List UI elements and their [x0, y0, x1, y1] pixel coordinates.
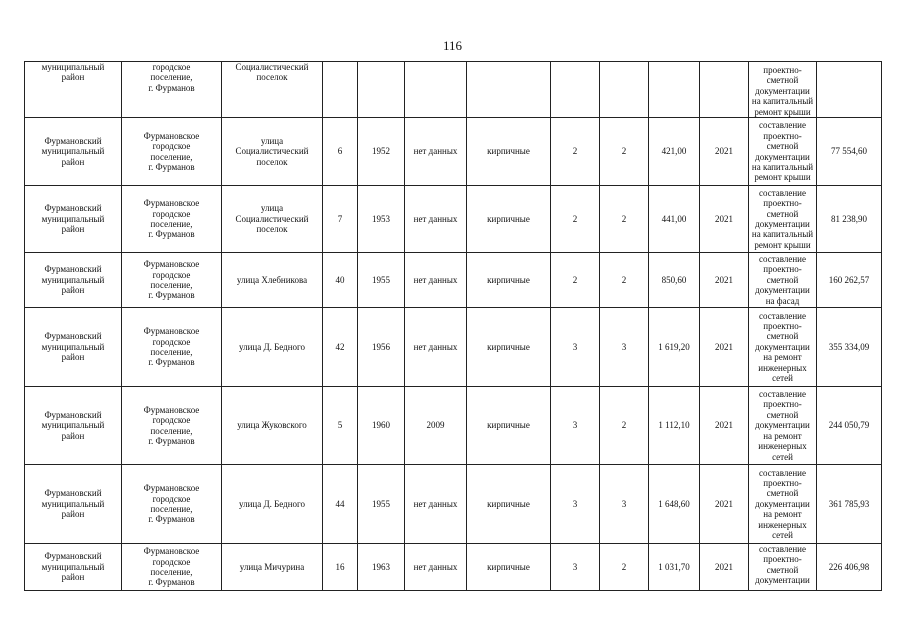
year-built-cell: 1952 — [358, 118, 405, 186]
district-cell-line: Фурмановский — [44, 135, 102, 146]
street-cell-line: улица Жуковского — [237, 420, 307, 431]
street-cell-line: улица — [260, 203, 284, 214]
settlement-cell-line: г. Фурманов — [148, 357, 195, 368]
house-number-cell — [323, 62, 358, 118]
plan-year-cell: 2021 — [700, 186, 749, 253]
settlement-cell-line: Фурмановское — [143, 404, 200, 415]
settlement-cell-line: поселение, — [150, 219, 193, 229]
work-type-cell-line: проектно- — [763, 554, 802, 565]
district-cell-line: муниципальный — [41, 420, 105, 431]
work-type-cell-line: сметной — [766, 331, 799, 342]
year-built-cell: 1960 — [358, 387, 405, 465]
entrances-cell: 2 — [600, 544, 649, 591]
table-row — [25, 62, 882, 118]
district-cell-line: район — [61, 430, 85, 441]
street-cell — [222, 387, 323, 465]
settlement-cell-line: Фурмановское — [143, 259, 200, 270]
year-reconstruction-cell: нет данных — [405, 465, 467, 544]
district-cell — [25, 253, 122, 308]
settlement-cell — [122, 544, 222, 591]
work-type-cell-line: проектно- — [763, 264, 802, 275]
settlement-cell-line: городское — [152, 269, 191, 280]
work-type-cell-line: на капитальный — [751, 96, 814, 107]
district-cell — [25, 387, 122, 465]
work-type-cell-line: сметной — [766, 208, 799, 219]
district-cell-line: район — [61, 352, 85, 363]
district-cell-line: муниципальный — [41, 561, 105, 572]
year-reconstruction-cell: нет данных — [405, 118, 467, 186]
street-cell-line: поселок — [256, 156, 288, 167]
year-built-cell: 1955 — [358, 465, 405, 544]
wall-material-cell: кирпичные — [467, 118, 551, 186]
settlement-cell-line: городское — [152, 141, 191, 152]
plan-year-cell: 2021 — [700, 253, 749, 308]
cost-cell — [817, 62, 882, 118]
year-reconstruction-cell: 2009 — [405, 387, 467, 465]
work-type-cell-line: проектно- — [763, 64, 802, 75]
cost-cell: 244 050,79 — [817, 387, 882, 465]
work-type-cell-line: ремонт крыши — [754, 239, 811, 250]
settlement-cell — [122, 465, 222, 544]
work-type-cell-line: документации — [755, 420, 810, 431]
area-cell: 441,00 — [649, 186, 700, 253]
table-row — [25, 387, 882, 465]
year-reconstruction-cell: нет данных — [405, 186, 467, 253]
work-type-cell-line: документации — [755, 341, 810, 352]
work-type-cell-line: составление — [759, 467, 806, 478]
house-number-cell: 44 — [323, 465, 358, 544]
work-type-cell-line: составление — [759, 389, 806, 400]
work-type-cell-line: проектно- — [763, 320, 802, 331]
wall-material-cell: кирпичные — [467, 544, 551, 591]
settlement-cell-line: поселение, — [150, 72, 193, 83]
plan-year-cell: 2021 — [700, 118, 749, 186]
district-cell-line: муниципальный — [41, 341, 105, 352]
year-built-cell: 1956 — [358, 308, 405, 387]
street-cell — [222, 186, 323, 253]
entrances-cell: 2 — [600, 253, 649, 308]
area-cell — [649, 62, 700, 118]
street-cell — [222, 253, 323, 308]
work-type-cell-line: сметной — [766, 488, 799, 499]
year-reconstruction-cell: нет данных — [405, 308, 467, 387]
district-cell-line: Фурмановский — [44, 203, 102, 214]
house-number-cell: 7 — [323, 186, 358, 253]
settlement-cell-line: городское — [152, 336, 191, 347]
wall-material-cell: кирпичные — [467, 186, 551, 253]
floors-cell: 2 — [551, 253, 600, 308]
district-cell-line: Фурмановский — [44, 264, 102, 275]
area-cell: 1 112,10 — [649, 387, 700, 465]
settlement-cell-line: поселение, — [150, 151, 193, 162]
settlement-cell-line: Фурмановское — [143, 198, 200, 209]
entrances-cell: 2 — [600, 186, 649, 253]
year-reconstruction-cell — [405, 62, 467, 118]
district-cell-line: Фурмановский — [44, 409, 102, 420]
house-number-cell: 5 — [323, 387, 358, 465]
work-type-cell — [749, 253, 817, 308]
floors-cell: 3 — [551, 308, 600, 387]
year-built-cell — [358, 62, 405, 118]
settlement-cell-line: г. Фурманов — [148, 82, 195, 93]
plan-year-cell — [700, 62, 749, 118]
work-type-cell — [749, 544, 817, 591]
wall-material-cell: кирпичные — [467, 465, 551, 544]
district-cell-line: муниципальный — [41, 62, 105, 72]
work-type-cell-line: на ремонт — [763, 430, 802, 441]
district-cell-line: муниципальный — [41, 498, 105, 509]
area-cell: 421,00 — [649, 118, 700, 186]
plan-year-cell: 2021 — [700, 544, 749, 591]
floors-cell: 2 — [551, 118, 600, 186]
street-cell — [222, 118, 323, 186]
work-type-cell-line: составление — [759, 120, 806, 131]
district-cell — [25, 186, 122, 253]
work-type-cell-line: документации — [755, 285, 810, 296]
work-type-cell-line: документации — [755, 85, 810, 96]
work-type-cell-line: инженерных — [758, 441, 807, 452]
table-row — [25, 308, 882, 387]
work-type-cell-line: сметной — [766, 274, 799, 285]
year-reconstruction-cell: нет данных — [405, 544, 467, 591]
work-type-cell-line: проектно- — [763, 399, 802, 410]
district-cell-line: район — [61, 156, 85, 167]
work-type-cell-line: на ремонт — [763, 352, 802, 363]
work-type-cell-line: проектно- — [763, 130, 802, 141]
entrances-cell: 3 — [600, 308, 649, 387]
table-row — [25, 118, 882, 186]
work-type-cell-line: ремонт крыши — [754, 106, 811, 117]
year-built-cell: 1953 — [358, 186, 405, 253]
cost-cell: 81 238,90 — [817, 186, 882, 253]
work-type-cell-line: сетей — [772, 451, 793, 462]
settlement-cell-line: г. Фурманов — [148, 161, 195, 172]
work-type-cell-line: составление — [759, 310, 806, 321]
district-cell-line: Фурмановский — [44, 551, 102, 562]
work-type-cell-line: составление — [759, 253, 806, 264]
work-type-cell — [749, 308, 817, 387]
district-cell-line: район — [61, 285, 85, 296]
work-type-cell-line: составление — [759, 187, 806, 198]
work-type-cell-line: ремонт крыши — [754, 172, 811, 183]
floors-cell: 3 — [551, 387, 600, 465]
street-cell-line: Социалистический — [235, 213, 309, 224]
area-cell: 1 619,20 — [649, 308, 700, 387]
work-type-cell-line: на капитальный — [751, 229, 814, 240]
settlement-cell — [122, 118, 222, 186]
work-type-cell-line: документации — [755, 498, 810, 509]
district-cell — [25, 118, 122, 186]
area-cell: 1 031,70 — [649, 544, 700, 591]
work-type-cell — [749, 465, 817, 544]
year-built-cell: 1963 — [358, 544, 405, 591]
settlement-cell — [122, 186, 222, 253]
district-cell — [25, 308, 122, 387]
registry-table — [24, 61, 882, 591]
floors-cell — [551, 62, 600, 118]
entrances-cell: 2 — [600, 387, 649, 465]
work-type-cell-line: сетей — [772, 373, 793, 384]
street-cell — [222, 544, 323, 591]
table-row — [25, 186, 882, 253]
table-row — [25, 253, 882, 308]
street-cell-line: поселок — [256, 224, 288, 235]
area-cell: 1 648,60 — [649, 465, 700, 544]
area-cell: 850,60 — [649, 253, 700, 308]
table-row — [25, 465, 882, 544]
wall-material-cell: кирпичные — [467, 253, 551, 308]
work-type-cell-line: составление — [759, 544, 806, 554]
street-cell-line: улица Д. Бедного — [238, 341, 306, 352]
plan-year-cell: 2021 — [700, 465, 749, 544]
street-cell-line: улица — [260, 135, 284, 146]
settlement-cell-line: г. Фурманов — [148, 577, 195, 588]
settlement-cell-line: поселение, — [150, 280, 193, 290]
district-cell — [25, 465, 122, 544]
work-type-cell-line: проектно- — [763, 477, 802, 488]
year-reconstruction-cell: нет данных — [405, 253, 467, 308]
street-cell-line: улица Д. Бедного — [238, 498, 306, 509]
settlement-cell — [122, 308, 222, 387]
settlement-cell-line: городское — [152, 62, 191, 72]
work-type-cell — [749, 62, 817, 118]
work-type-cell-line: инженерных — [758, 519, 807, 530]
wall-material-cell: кирпичные — [467, 387, 551, 465]
settlement-cell — [122, 387, 222, 465]
work-type-cell-line: сметной — [766, 409, 799, 420]
settlement-cell-line: Фурмановское — [143, 326, 200, 337]
district-cell-line: муниципальный — [41, 146, 105, 157]
district-cell-line: муниципальный — [41, 213, 105, 224]
work-type-cell — [749, 387, 817, 465]
settlement-cell-line: Фурмановское — [143, 130, 200, 141]
district-cell-line: район — [61, 572, 85, 583]
cost-cell: 160 262,57 — [817, 253, 882, 308]
house-number-cell: 6 — [323, 118, 358, 186]
floors-cell: 3 — [551, 465, 600, 544]
cost-cell: 77 554,60 — [817, 118, 882, 186]
cost-cell: 361 785,93 — [817, 465, 882, 544]
page-number: 116 — [442, 38, 463, 53]
wall-material-cell — [467, 62, 551, 118]
district-cell-line: район — [61, 72, 85, 83]
floors-cell: 3 — [551, 544, 600, 591]
district-cell — [25, 62, 122, 118]
table-row — [25, 544, 882, 591]
wall-material-cell: кирпичные — [467, 308, 551, 387]
settlement-cell-line: городское — [152, 493, 191, 504]
street-cell-line: поселок — [256, 72, 288, 83]
cost-cell: 355 334,09 — [817, 308, 882, 387]
settlement-cell-line: г. Фурманов — [148, 229, 195, 240]
year-built-cell: 1955 — [358, 253, 405, 308]
floors-cell: 2 — [551, 186, 600, 253]
work-type-cell — [749, 186, 817, 253]
street-cell-line: улица Мичурина — [239, 561, 305, 572]
work-type-cell-line: документации — [755, 219, 810, 229]
district-cell-line: Фурмановский — [44, 331, 102, 342]
street-cell — [222, 465, 323, 544]
work-type-cell — [749, 118, 817, 186]
settlement-cell-line: г. Фурманов — [148, 435, 195, 446]
street-cell-line: Социалистический — [235, 146, 309, 157]
district-cell-line: Фурмановский — [44, 488, 102, 499]
plan-year-cell: 2021 — [700, 387, 749, 465]
work-type-cell-line: сметной — [766, 564, 799, 575]
settlement-cell-line: городское — [152, 415, 191, 426]
district-cell-line: район — [61, 509, 85, 520]
work-type-cell-line: проектно- — [763, 198, 802, 209]
work-type-cell-line: документации — [755, 575, 810, 586]
street-cell-line: улица Хлебникова — [236, 274, 308, 285]
entrances-cell — [600, 62, 649, 118]
entrances-cell: 2 — [600, 118, 649, 186]
house-number-cell: 16 — [323, 544, 358, 591]
work-type-cell-line: инженерных — [758, 362, 807, 373]
settlement-cell-line: г. Фурманов — [148, 290, 195, 301]
settlement-cell — [122, 253, 222, 308]
work-type-cell-line: документации — [755, 151, 810, 162]
work-type-cell-line: на капитальный — [751, 161, 814, 172]
street-cell — [222, 308, 323, 387]
settlement-cell-line: городское — [152, 208, 191, 219]
settlement-cell-line: городское — [152, 556, 191, 567]
settlement-cell-line: поселение, — [150, 347, 193, 357]
settlement-cell-line: Фурмановское — [143, 546, 200, 557]
settlement-cell-line: поселение, — [150, 567, 193, 577]
house-number-cell: 42 — [323, 308, 358, 387]
district-cell-line: муниципальный — [41, 274, 105, 285]
work-type-cell-line: сметной — [766, 141, 799, 152]
work-type-cell-line: сетей — [772, 530, 793, 541]
cost-cell: 226 406,98 — [817, 544, 882, 591]
work-type-cell-line: на фасад — [765, 295, 800, 306]
entrances-cell: 3 — [600, 465, 649, 544]
plan-year-cell: 2021 — [700, 308, 749, 387]
district-cell-line: район — [61, 224, 85, 235]
settlement-cell — [122, 62, 222, 118]
settlement-cell-line: Фурмановское — [143, 483, 200, 494]
work-type-cell-line: на ремонт — [763, 509, 802, 520]
settlement-cell-line: поселение, — [150, 425, 193, 436]
district-cell — [25, 544, 122, 591]
house-number-cell: 40 — [323, 253, 358, 308]
work-type-cell-line: сметной — [766, 75, 799, 86]
settlement-cell-line: г. Фурманов — [148, 514, 195, 525]
street-cell — [222, 62, 323, 118]
settlement-cell-line: поселение, — [150, 504, 193, 514]
street-cell-line: Социалистический — [235, 62, 309, 72]
